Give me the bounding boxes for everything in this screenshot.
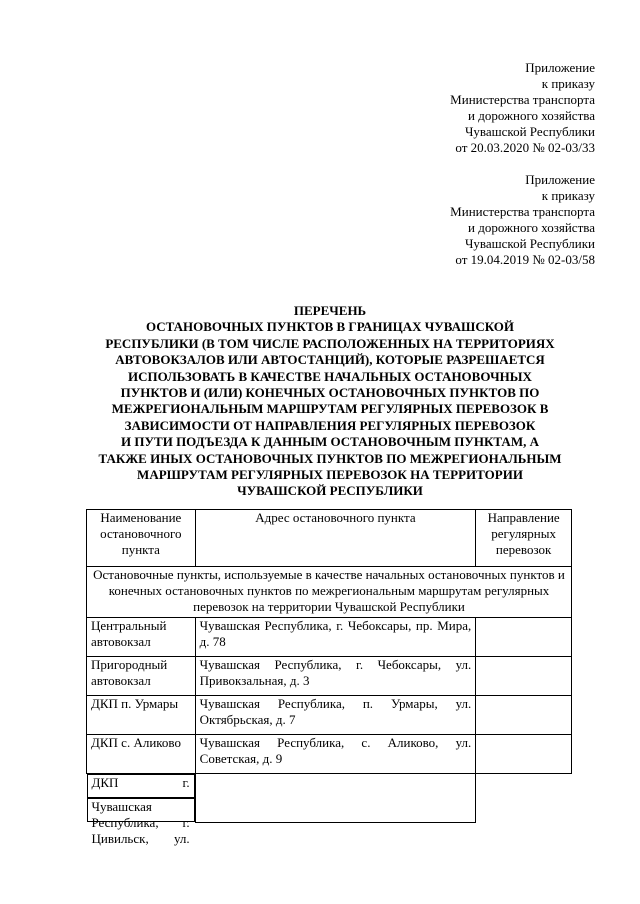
title-line: ОСТАНОВОЧНЫХ ПУНКТОВ В ГРАНИЦАХ ЧУВАШСКОЙ [145, 319, 515, 335]
title-line: МЕЖРЕГИОНАЛЬНЫМ МАРШРУТАМ РЕГУЛЯРНЫХ ПЕРЕВОЗОК В [111, 401, 549, 417]
stop-address: Чувашская Республика, г. Цивильск, ул. [87, 798, 195, 822]
title-line: ЗАВИСИМОСТИ ОТ НАПРАВЛЕНИЯ РЕГУЛЯРНЫХ ПЕРЕВОЗОК [124, 417, 536, 433]
stop-address: Чувашская Республика, п. Урмары, ул. Октябрьская, д. 7 [195, 696, 476, 735]
appendix-block-2 [450, 172, 595, 268]
stop-address: Чувашская Республика, с. Аликово, ул. Советская, д. 9 [195, 735, 476, 774]
header-address: Адрес остановочного пункта [195, 510, 476, 567]
stop-address: Чувашская Республика, г. Чебоксары, ул. Привокзальная, д. 3 [195, 657, 476, 696]
appendix-line: Министерства транспорта [450, 204, 595, 219]
section-row [87, 567, 572, 618]
stop-name: ДКП с. Аликово [87, 735, 196, 774]
stop-direction [476, 696, 572, 735]
section-title: Остановочные пункты, используемые в качестве начальных остановочных пунктов и конечных остановочных пунктов по межрегиональным маршрутам регулярных перевозок на территории Чувашской Республики [87, 567, 572, 618]
stop-name: ДКП г. [87, 774, 195, 798]
table-row [87, 696, 572, 735]
appendix-line: от 20.03.2020 № 02-03/33 [455, 140, 595, 155]
appendix-line: к приказу [541, 188, 595, 203]
appendix-line: Приложение [525, 172, 595, 187]
appendix-line: Министерства транспорта [450, 92, 595, 107]
stop-direction [476, 657, 572, 696]
table-row [87, 657, 572, 696]
table-header-row [87, 510, 572, 567]
title-line: ЧУВАШСКОЙ РЕСПУБЛИКИ [237, 483, 423, 499]
appendix-line: и дорожного хозяйства [468, 108, 595, 123]
stop-name: Пригородный автовокзал [87, 657, 196, 696]
document-title [70, 303, 590, 500]
title-line: МАРШРУТАМ РЕГУЛЯРНЫХ ПЕРЕВОЗОК НА ТЕРРИТОРИИ [137, 467, 523, 483]
table-row [87, 618, 572, 657]
title-line: РЕСПУБЛИКИ (В ТОМ ЧИСЛЕ РАСПОЛОЖЕННЫХ НА ТЕРРИТОРИЯХ [105, 335, 555, 351]
stop-name: ДКП п. Урмары [87, 696, 196, 735]
stop-direction [476, 618, 572, 657]
stops-table [86, 509, 572, 846]
table-row [87, 774, 572, 823]
appendix-line: Чувашской Республики [464, 236, 595, 251]
appendix-line: Чувашской Республики [464, 124, 595, 139]
appendix-line: и дорожного хозяйства [468, 220, 595, 235]
title-line: АВТОВОКЗАЛОВ ИЛИ АВТОСТАНЦИЙ), КОТОРЫЕ РАЗРЕШАЕТСЯ [115, 352, 545, 368]
title-line: ПЕРЕЧЕНЬ [293, 303, 367, 318]
table-row [87, 735, 572, 774]
stop-name: Центральный автовокзал [87, 618, 196, 657]
title-line: ТАКЖЕ ИНЫХ ОСТАНОВОЧНЫХ ПУНКТОВ ПО МЕЖРЕГИОНАЛЬНЫМ [98, 450, 562, 466]
stop-direction [195, 774, 476, 823]
appendix-block-1 [450, 60, 595, 156]
title-line: И ПУТИ ПОДЪЕЗДА К ДАННЫМ ОСТАНОВОЧНЫМ ПУНКТАМ, А [121, 434, 539, 450]
header-direction: Направление регулярных перевозок [476, 510, 572, 567]
stop-address: Чувашская Республика, г. Чебоксары, пр. Мира, д. 78 [195, 618, 476, 657]
appendix-line: от 19.04.2019 № 02-03/58 [455, 252, 595, 267]
appendix-line: к приказу [541, 76, 595, 91]
stop-direction [476, 735, 572, 774]
header-name: Наименование остановочного пункта [87, 510, 196, 567]
appendix-line: Приложение [525, 60, 595, 75]
title-line: ИСПОЛЬЗОВАТЬ В КАЧЕСТВЕ НАЧАЛЬНЫХ ОСТАНОВОЧНЫХ [128, 368, 532, 384]
title-line: ПУНКТОВ И (ИЛИ) КОНЕЧНЫХ ОСТАНОВОЧНЫХ ПУНКТОВ ПО [120, 385, 540, 401]
